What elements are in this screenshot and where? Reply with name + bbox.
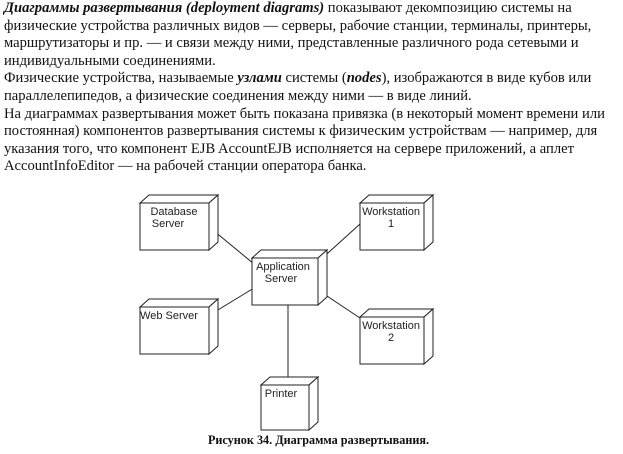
workstation-2-label-1: Workstation bbox=[362, 320, 420, 332]
application-server-label-1: Application bbox=[256, 261, 310, 273]
term-nodes-en: nodes bbox=[346, 70, 382, 87]
figure-caption: Рисунок 34. Диаграмма развертывания. bbox=[207, 433, 430, 447]
workstation-1-label-2: 1 bbox=[387, 218, 395, 230]
term-nodes-ru: узлами bbox=[237, 70, 282, 87]
term-deployment-diagrams: Диаграммы развертывания (deployment diagrams) bbox=[4, 0, 325, 16]
node-workstation-1 bbox=[360, 195, 433, 250]
paragraph-2-text-a: Физические устройства, называемые bbox=[4, 70, 238, 87]
database-server-label-1: Database bbox=[150, 206, 198, 218]
printer-label: Printer bbox=[264, 388, 298, 400]
paragraph-1-text: показывают декомпозицию системы на физические устройства различных видов — серверы, рабочие станции, терминалы, принтеры, маршрутизаторы и пр. — и связи между ними, представленные различного рода сетевыми и индивидуальными соединениями. bbox=[4, 0, 592, 69]
node-workstation-2 bbox=[360, 309, 433, 364]
web-server-label: Web Server bbox=[140, 310, 198, 322]
workstation-1-label-1: Workstation bbox=[362, 206, 420, 218]
application-server-label-2: Server bbox=[264, 273, 298, 285]
node-printer bbox=[261, 377, 318, 430]
database-server-label-2: Server bbox=[151, 218, 185, 230]
paragraph-2-text-c: системы ( bbox=[281, 70, 347, 87]
node-web-server bbox=[140, 299, 218, 354]
workstation-2-label-2: 2 bbox=[387, 332, 395, 344]
paragraph-3: На диаграммах развертывания может быть показана привязка (в некоторый момент времени или постоянная) компонентов развертывания системы к физическим устройствам — например, для указания того, что компонент EJB AccountEJB исполняется на сервере приложений, а аплет AccountInfoEditor — на рабочей станции оператора банка. bbox=[4, 105, 605, 175]
paragraph-2-text-e: ), изображаются в виде кубов или параллелепипедов, а физические соединения между ними — в виде линий. bbox=[4, 70, 592, 104]
